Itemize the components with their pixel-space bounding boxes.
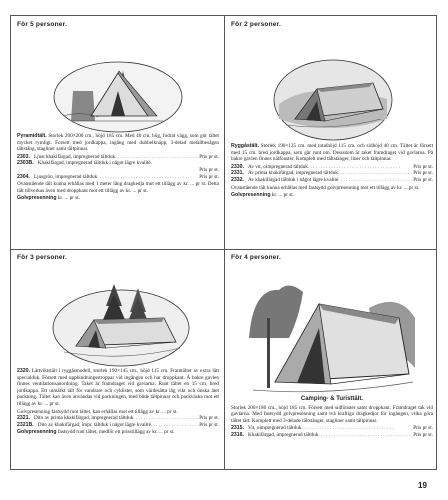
- item-row: 2321. Dito av prima khakifärgad, impregnerad tältduk . . . Pris pr st.: [17, 415, 219, 422]
- panel-text: [17, 368, 219, 436]
- ridge-tent-drawing: [273, 59, 393, 141]
- lightweight-tent-illustration: [52, 282, 190, 368]
- product-description: Storlek 190×125 cm. med totalhöjd 115 cm. och sidhöjd 40 cm. Tältet är försett med 15 cm. bred jordkappa, som går runt om. Dessutom är taket framdraget vid gavlarna. På bakre gavlen finnes nätfönster. Komplett med tältstänger, liner och tältpinnar.: [231, 143, 433, 163]
- note-text: Ovanstående tält kunna erhållas med 1 meter lång dragkedja mot ett tillägg av kr. ... pr st. Detta tält tillverkas även med droppkant mot ett tillägg av kr. ... pr st.: [17, 181, 219, 194]
- panel-2-personer: [231, 21, 433, 247]
- item-row: 2330. Av vit, oimpregnerad tältduk . . . Pris pr st.: [231, 164, 433, 171]
- item-row: 2303. Ljust khakifärgad, impregnerad tältduk . . . Pris pr st.: [17, 154, 219, 161]
- column-divider: [224, 16, 225, 469]
- item-row: 2316. Khakifärgad, impregnerad tältduk . . . Pris pr st.: [231, 432, 433, 439]
- product-description: Lättviktstält i ryggåsmodell, storlek 190×145 cm., höjd 115 cm. Framtältet av extra lätt specialduk. Försett med uppbindningsstroppar vid ingången och har droppkant. Å bakre gavlen finnes ventilationsanordning. Taket är framdraget vid gavlarna. Runt tältet en 15 cm. bred jordkappa. Ett utmärkt tält för vandrare och cyklister, som värdesätta låg vikt och önska ätet packning. Tältet kan även användas vid packningen, med både tältpinnar och packväska mot ett tillägg av kr. ... pr st.: [17, 368, 219, 407]
- item-row: 2331. Av prima khakifärgad, impregnerad tältduk . . . Pris pr st.: [231, 170, 433, 177]
- panel-heading: För 5 personer.: [17, 21, 67, 28]
- camping-tent-illustration: [249, 278, 417, 396]
- item-row: 2303B. Khakifärgad, impregnerad tältduk i något lägre kvalité.: [17, 160, 153, 167]
- product-name: Ryggåstält.: [231, 143, 259, 149]
- product-description: Storlek 200×180 cm., höjd 185 cm. Försett med sidfönster samt droppkant. Framdraget tak vid gavlarna. Med fastsydd golvpresenning samt två kraftiga dragkedjor för ingången, vilka göra tältet tätt. Komplett med 3-delade tältstänger, stagliner samt tältpinnar.: [231, 404, 433, 424]
- note-text: Ovanstående tält kunna erhållas med fastsydd golvpresenning mot ett tillägg av kr. ... pr st.: [231, 184, 420, 191]
- pyramid-tent-illustration: [53, 61, 183, 133]
- floor-row: Golvpresenning kr. ... pr st.: [231, 192, 294, 199]
- note-text: Golvpresenning fastsydd runt tältet, kan erhållas mot ett tillägg av kr. ... pr st.: [17, 408, 178, 415]
- pyramid-tent-drawing: [53, 61, 183, 133]
- panel-heading: För 2 personer.: [231, 21, 281, 28]
- panel-3-personer: [17, 254, 219, 468]
- lightweight-tent-drawing: [52, 282, 190, 368]
- panel-text: [231, 396, 433, 439]
- catalog-frame: [10, 15, 437, 470]
- panel-text: [231, 143, 433, 199]
- row-divider: [11, 249, 436, 250]
- product-name: Pyramidtält.: [17, 133, 47, 139]
- item-number: 2320.: [17, 368, 30, 374]
- panel-heading: För 3 personer.: [17, 254, 67, 261]
- panel-heading: För 4 personer.: [231, 254, 281, 261]
- item-row: 2332. Av khakifärgad tältduk i något lägre kvalité . . . Pris pr st.: [231, 177, 433, 184]
- ridge-tent-illustration: [273, 59, 393, 141]
- item-row: 2321B. Dito av khakifärgad, impr. tältduk i något lägre kvalité . . . Pris pr st.: [17, 422, 219, 429]
- floor-row: Golvpresenning kr. ... pr st.: [17, 195, 80, 202]
- item-row: Pris pr st.: [199, 166, 219, 173]
- item-row: 2304. Ljusgrön, impregnerad tältduk . . . Pris pr st.: [17, 174, 219, 181]
- panel-text: [17, 133, 219, 202]
- camping-tent-drawing: [249, 278, 417, 396]
- product-description: Storlek 200×200 cm., höjd 185 cm. Med 40 cm. hög, fodrat vägg, som gör tältet mycket rymligt. Forsett med jordkappa, ingång med dubbelknäpp, 3-delad metallbesågen tältstång, stagliner samt tältpinnar.: [17, 133, 219, 153]
- panel-4-personer: [231, 254, 433, 468]
- page-number: 19: [418, 481, 427, 490]
- panel-5-personer: [17, 21, 219, 247]
- product-name: Camping- & Turisttält.: [300, 396, 364, 402]
- item-row: 2315. Vit, oimpregnerad tältduk . . . Pris pr st.: [231, 425, 433, 432]
- floor-row: Golvpresenning fastsydd runt tältet, medför ett prisstillägg av kr. ... pr st.: [17, 429, 175, 436]
